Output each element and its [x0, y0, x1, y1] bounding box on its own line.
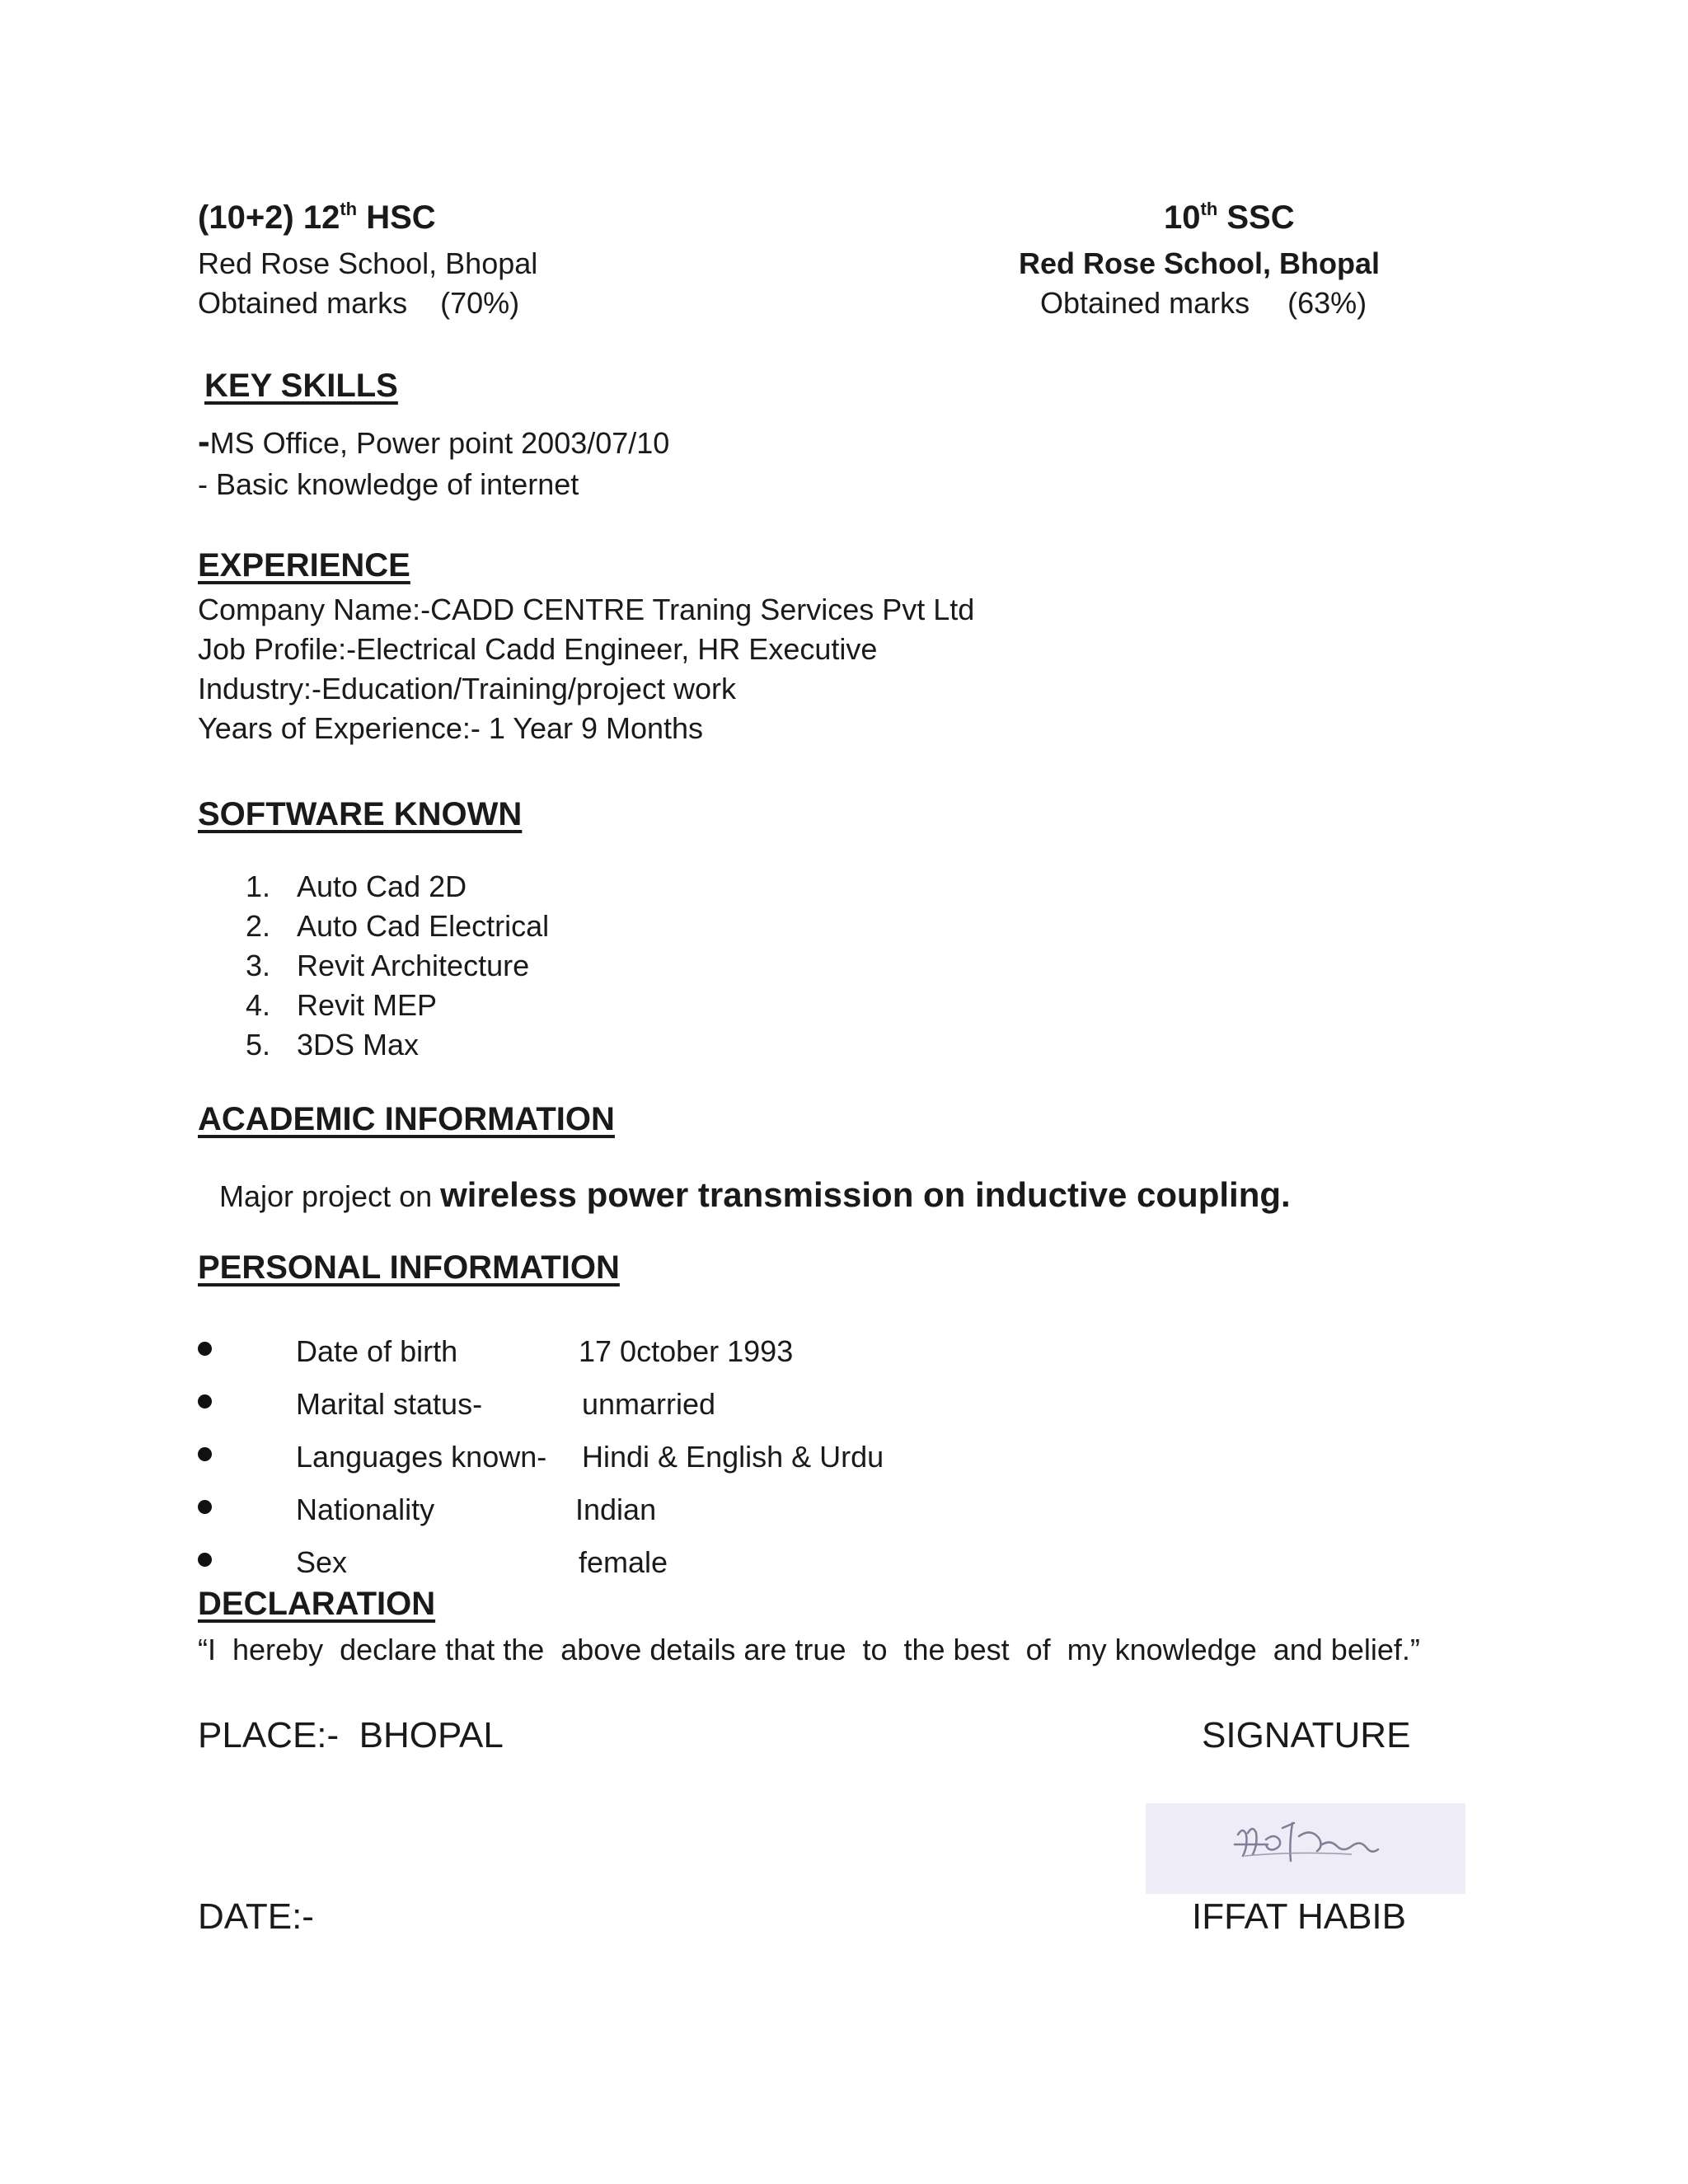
- academic-heading: ACADEMIC INFORMATION: [198, 1101, 615, 1137]
- personal-info-value: female: [579, 1545, 668, 1579]
- key-skill-item: [198, 421, 670, 462]
- experience-industry: Industry:-Education/Training/project work: [198, 672, 736, 705]
- software-list-item: [246, 1027, 419, 1063]
- personal-heading: PERSONAL INFORMATION: [198, 1249, 620, 1286]
- ssc-title-prefix: 10: [1164, 199, 1201, 236]
- personal-info-row: [198, 1544, 1022, 1586]
- academic-project-title: wireless power transmission on inductive coupling: [440, 1175, 1281, 1214]
- experience-job-profile: Job Profile:-Electrical Cadd Engineer, HR Executive: [198, 632, 878, 666]
- software-item-name: Auto Cad Electrical: [297, 909, 550, 943]
- personal-info-row: [198, 1439, 1022, 1480]
- personal-info-label: Languages known-: [296, 1440, 547, 1474]
- academic-project: [219, 1174, 1291, 1225]
- personal-info-row: [198, 1333, 1022, 1375]
- key-skill-item: - Basic knowledge of internet: [198, 467, 579, 501]
- ssc-title: [1164, 198, 1295, 237]
- software-item-number: 5.: [246, 1028, 271, 1062]
- date-line: DATE:-: [198, 1896, 314, 1937]
- experience-heading: EXPERIENCE: [198, 547, 410, 583]
- ssc-marks-label: Obtained marks: [1040, 286, 1250, 320]
- ssc-title-suffix: SSC: [1217, 199, 1295, 236]
- ssc-title-sup: th: [1200, 199, 1218, 219]
- software-list-item: [246, 908, 549, 944]
- software-heading: SOFTWARE KNOWN: [198, 796, 523, 832]
- hsc-title-sup: th: [340, 199, 358, 219]
- personal-info-label: Sex: [296, 1545, 348, 1579]
- hsc-title-prefix: (10+2) 12: [198, 199, 340, 236]
- ssc-marks: [1040, 285, 1367, 321]
- software-item-name: Auto Cad 2D: [297, 869, 467, 903]
- software-item-number: 2.: [246, 909, 271, 943]
- software-list-item: [246, 987, 437, 1024]
- software-item-name: Revit MEP: [297, 988, 438, 1022]
- personal-info-row: [198, 1492, 1022, 1533]
- bullet-icon: [198, 1553, 212, 1567]
- software-list-item: [246, 869, 467, 905]
- key-skill-text: MS Office, Power point 2003/07/10: [209, 426, 670, 460]
- hsc-marks-label: Obtained marks: [198, 286, 408, 320]
- software-list-item: [246, 948, 529, 984]
- signatory-name: IFFAT HABIB: [1192, 1896, 1406, 1937]
- personal-info-value: unmarried: [582, 1387, 716, 1421]
- software-item-name: Revit Architecture: [297, 949, 530, 982]
- ssc-school: Red Rose School, Bhopal: [1019, 246, 1381, 280]
- personal-info-value: Hindi & English & Urdu: [582, 1440, 884, 1474]
- academic-project-prefix: Major project on: [219, 1179, 441, 1213]
- experience-years: Years of Experience:- 1 Year 9 Months: [198, 711, 704, 745]
- hsc-title: [198, 198, 436, 237]
- academic-project-suffix: .: [1281, 1175, 1291, 1214]
- key-skill-dash: -: [198, 421, 210, 462]
- experience-company: Company Name:-CADD CENTRE Traning Services Pvt Ltd: [198, 593, 975, 626]
- personal-info-label: Date of birth: [296, 1334, 458, 1368]
- software-item-number: 1.: [246, 869, 271, 903]
- software-item-number: 4.: [246, 988, 271, 1022]
- declaration-heading: DECLARATION: [198, 1586, 436, 1622]
- place-line: PLACE:- BHOPAL: [198, 1715, 504, 1755]
- signature-graphic: [1146, 1803, 1465, 1894]
- bullet-icon: [198, 1447, 212, 1461]
- bullet-icon: [198, 1394, 212, 1408]
- signature-image: [1146, 1803, 1465, 1894]
- ssc-marks-value: (63%): [1287, 286, 1367, 320]
- personal-info-label: Marital status-: [296, 1387, 483, 1421]
- signature-label: SIGNATURE: [1202, 1715, 1411, 1755]
- bullet-icon: [198, 1342, 212, 1356]
- hsc-title-suffix: HSC: [357, 199, 436, 236]
- software-item-number: 3.: [246, 949, 271, 982]
- personal-info-label: Nationality: [296, 1493, 435, 1526]
- personal-info-value: 17 0ctober 1993: [579, 1334, 794, 1368]
- personal-info-row: [198, 1386, 1022, 1427]
- hsc-marks: [198, 285, 519, 321]
- key-skills-heading: KEY SKILLS: [204, 368, 398, 404]
- hsc-marks-value: (70%): [440, 286, 520, 320]
- hsc-school: Red Rose School, Bhopal: [198, 246, 538, 280]
- software-item-name: 3DS Max: [297, 1028, 420, 1062]
- bullet-icon: [198, 1500, 212, 1514]
- personal-info-value: Indian: [575, 1493, 657, 1526]
- declaration-text: “I hereby declare that the above details are true to the best of my knowledge and belief.”: [198, 1633, 1420, 1666]
